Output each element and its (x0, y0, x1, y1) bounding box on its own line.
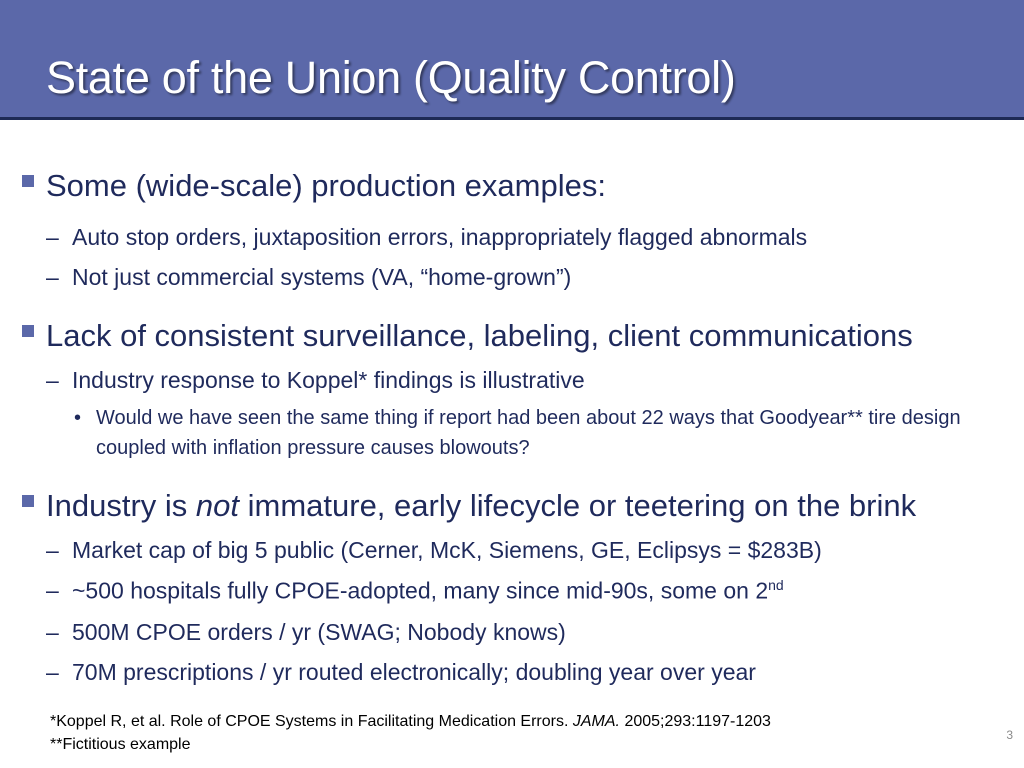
bullet-text: Industry response to Koppel* findings is illustrative (72, 367, 585, 393)
dash-bullet-icon: – (46, 224, 59, 250)
bullet-text-part: Industry is (46, 488, 196, 523)
bullet-text: Market cap of big 5 public (Cerner, McK, Siemens, GE, Eclipsys = $283B) (72, 537, 822, 563)
square-bullet-icon (22, 495, 34, 507)
footnote-koppel (50, 710, 771, 733)
dash-bullet-icon: – (46, 619, 59, 645)
superscript-nd: nd (768, 577, 784, 593)
bullet-text: 70M prescriptions / yr routed electronically; doubling year over year (72, 659, 756, 685)
bullet-text: Lack of consistent surveillance, labeling, client communications (46, 318, 913, 353)
slide-title: State of the Union (Quality Control) (46, 52, 736, 103)
bullet-text: Would we have seen the same thing if report had been about 22 ways that Goodyear** tire design coupled with inflation pressure causes blowouts? (96, 407, 961, 459)
footnote-fictitious: **Fictitious example (50, 736, 191, 753)
square-bullet-icon (22, 325, 34, 337)
bullet-text-part: immature, early lifecycle or teetering on the brink (239, 488, 917, 523)
bullet-text: 500M CPOE orders / yr (SWAG; Nobody knows) (72, 619, 566, 645)
footnotes (50, 710, 771, 756)
footnote-text: 2005;293:1197-1203 (620, 713, 771, 730)
bullet-text (46, 488, 916, 524)
footnote-journal: JAMA. (572, 713, 620, 730)
square-bullet-icon (22, 175, 34, 187)
dash-bullet-icon: – (46, 577, 59, 603)
dot-bullet-icon: • (74, 407, 82, 429)
bullet-text: Not just commercial systems (VA, “home-grown”) (72, 264, 572, 290)
bullet-text: Some (wide-scale) production examples: (46, 168, 606, 203)
bullet-text-part: ~500 hospitals fully CPOE-adopted, many since mid-90s, some on 2 (72, 577, 769, 604)
dash-bullet-icon: – (46, 367, 59, 393)
page-number: 3 (1006, 728, 1013, 742)
bullet-text: Auto stop orders, juxtaposition errors, inappropriately flagged abnormals (72, 224, 808, 250)
dash-bullet-icon: – (46, 264, 59, 290)
dash-bullet-icon: – (46, 537, 59, 563)
bullet-text (72, 577, 784, 605)
title-divider (0, 117, 1024, 120)
footnote-text: *Koppel R, et al. Role of CPOE Systems in Facilitating Medication Errors. (50, 713, 573, 730)
emphasis-not: not (195, 488, 239, 523)
dash-bullet-icon: – (46, 659, 59, 685)
